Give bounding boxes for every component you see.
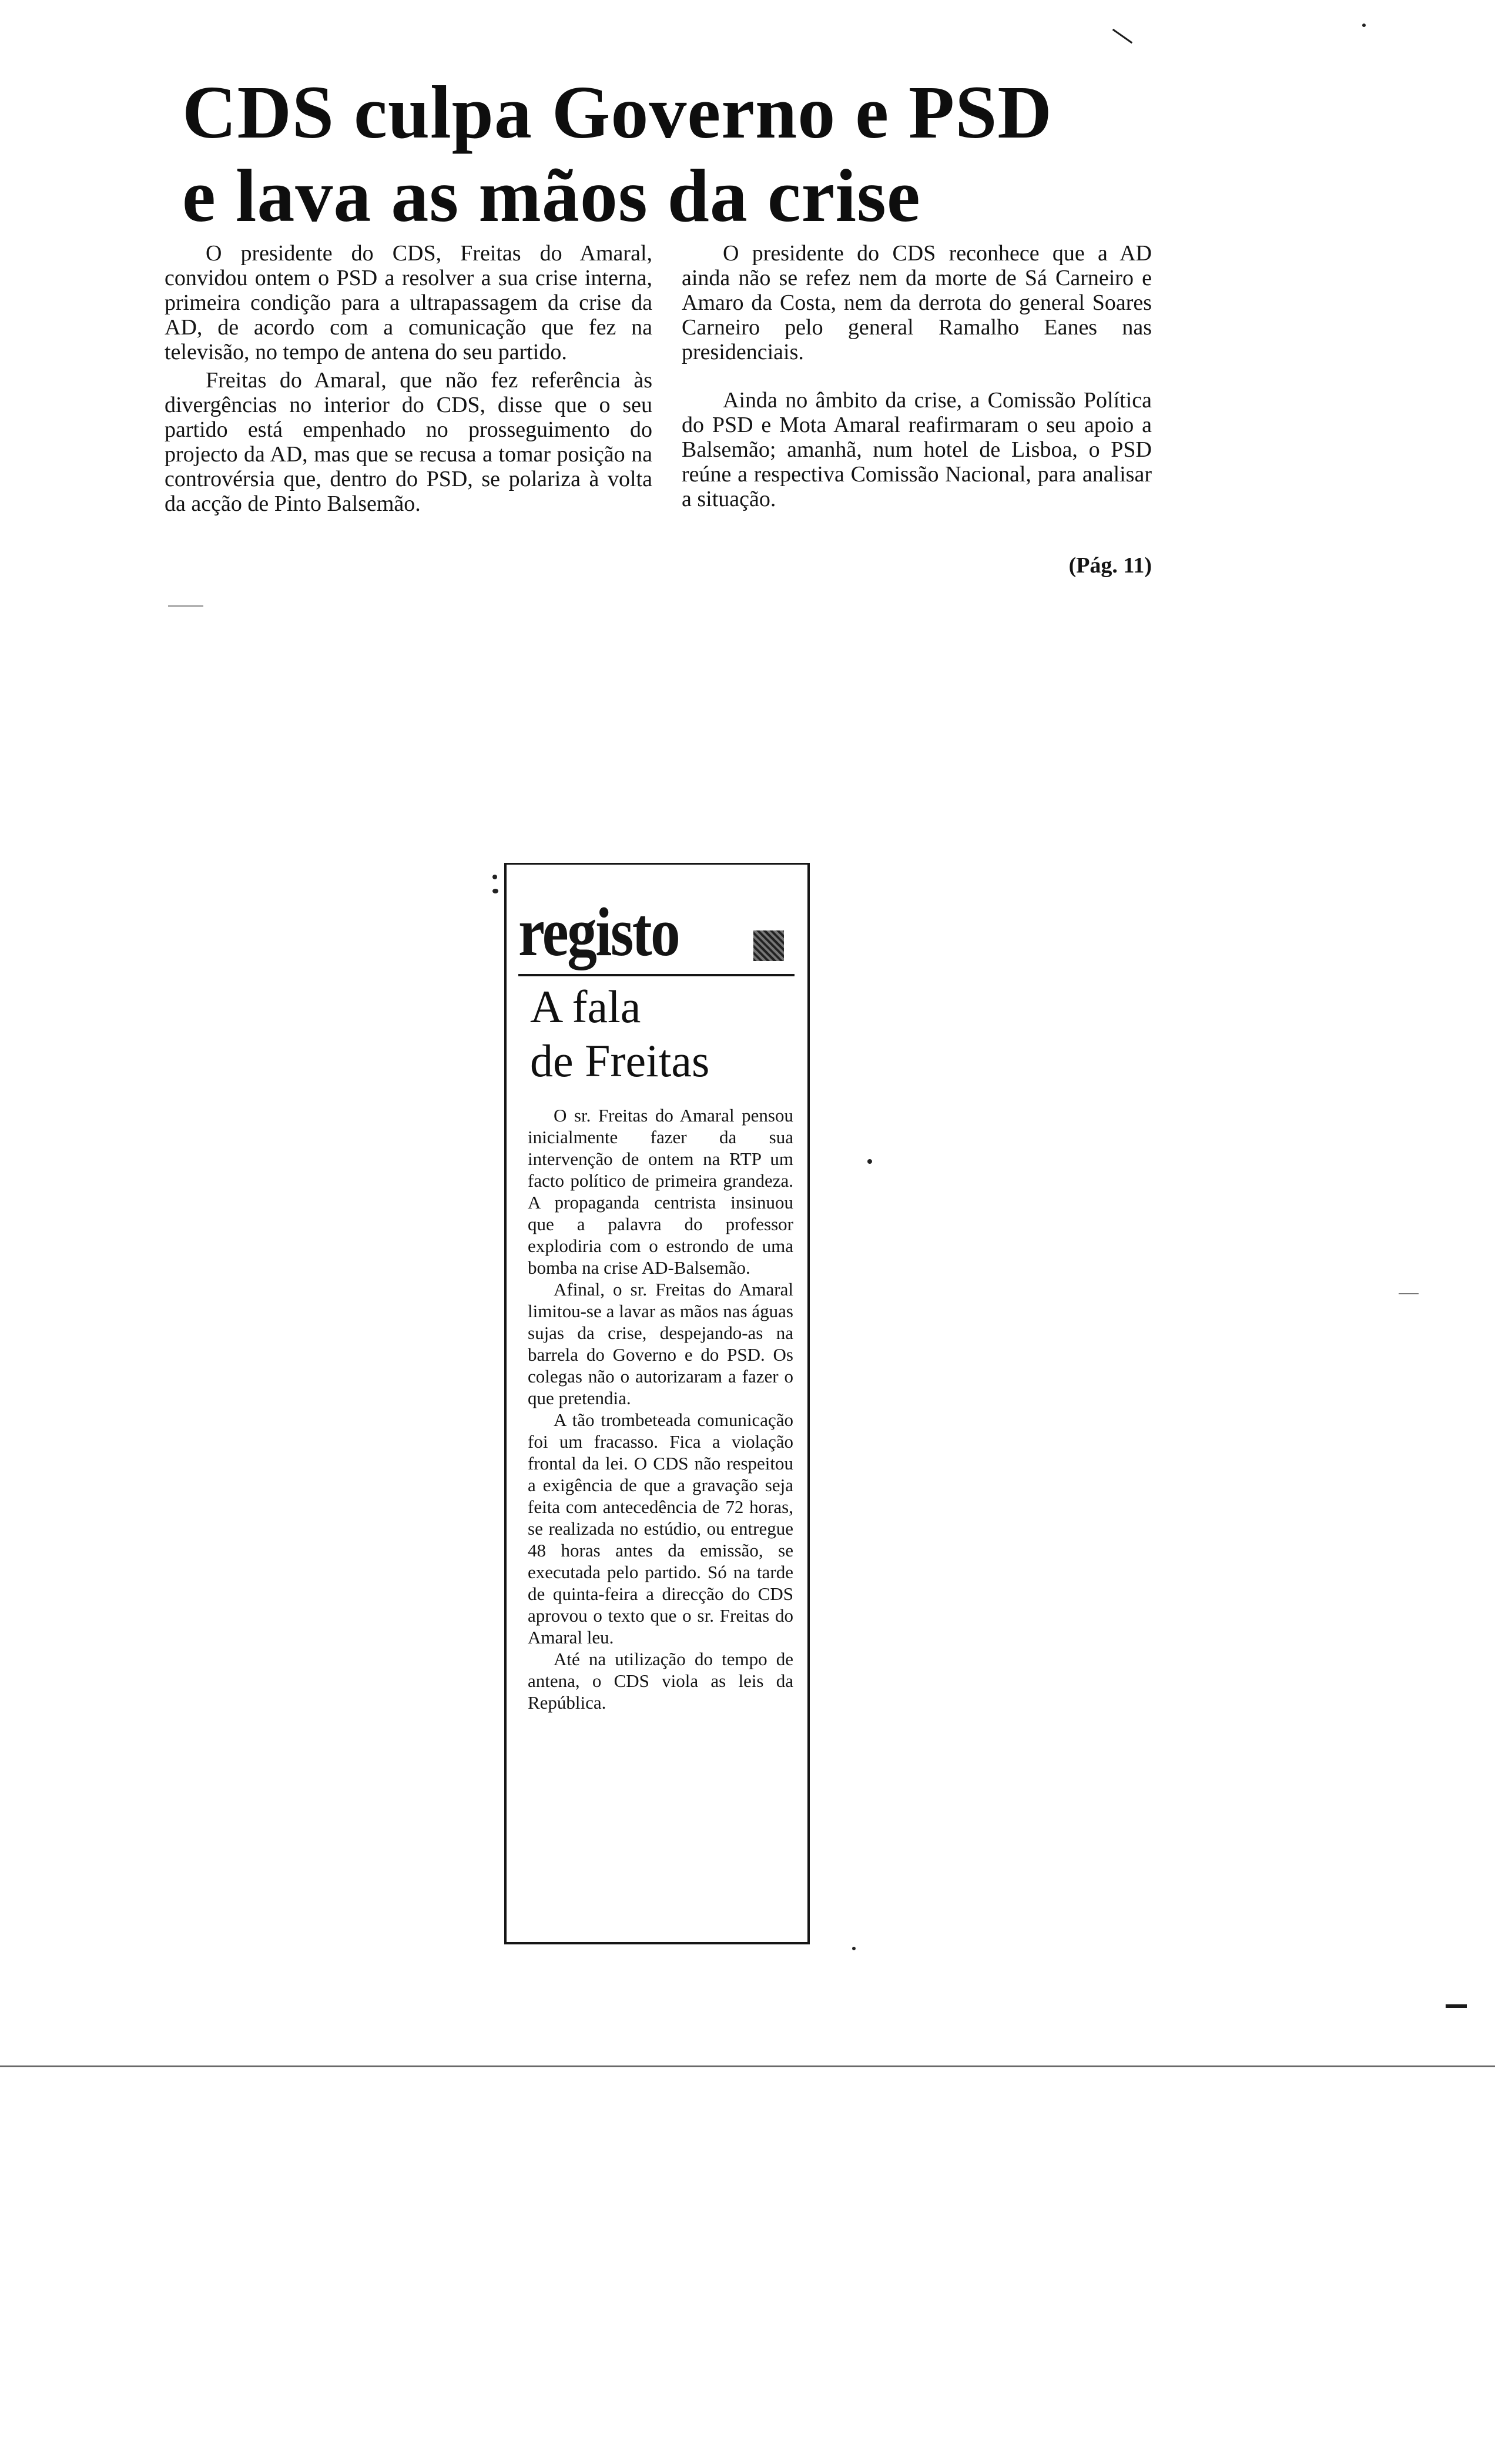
- scan-speck: [168, 605, 203, 607]
- article-paragraph: Freitas do Amaral, que não fez referência às divergências no interior do CDS, disse que o seu partido está empenhado no prosseguimento do projecto da AD, mas que se recusa a tomar posição na controvérsia que, dentro do PSD, se polariza à volta da acção de Pinto Balsemão.: [165, 368, 652, 516]
- registo-masthead: [518, 893, 795, 970]
- registo-section-title: registo: [518, 893, 679, 970]
- registo-column: [504, 863, 810, 1944]
- news-article: [165, 71, 1164, 611]
- scan-speck: [852, 1947, 856, 1950]
- article-paragraph: O presidente do CDS reconhece que a AD ainda não se refez nem da morte de Sá Carneiro e Amaro da Costa, nem da derrota do general Soares Carneiro pelo general Ramalho Eanes nas presidenciais.: [682, 241, 1152, 364]
- scan-fold-line: [0, 2065, 1495, 2067]
- registo-headline-line-1: A fala: [530, 981, 641, 1032]
- registo-paragraph: A tão trombeteada comunicação foi um fracasso. Fica a violação frontal da lei. O CDS não respeitou a exigência de que a gravação seja feita com antecedência de 72 horas, se realizada no estúdio, ou entregue 48 horas antes da emissão, se executada pelo partido. Só na tarde de quinta-feira a direcção do CDS aprovou o texto que o sr. Freitas do Amaral leu.: [528, 1410, 793, 1648]
- registo-paragraph: Afinal, o sr. Freitas do Amaral limitou-se a lavar as mãos nas águas sujas da crise, despejando-as na barrela do Governo e do PSD. Os colegas não o autorizaram a fazer o que pretendia.: [528, 1279, 793, 1408]
- headline-line-2: e lava as mãos da crise: [182, 154, 921, 237]
- scan-edge-mark: [1446, 2004, 1467, 2008]
- registo-headline-line-2: de Freitas: [530, 1035, 710, 1086]
- registo-logo-mark: [753, 930, 784, 961]
- article-paragraph: Ainda no âmbito da crise, a Comissão Política do PSD e Mota Amaral reafirmaram o seu apoio a Balsemão; amanhã, num hotel de Lisboa, o PSD reúne a respectiva Comissão Nacional, para analisar a situação.: [682, 388, 1152, 511]
- article-column-right: [682, 241, 1152, 511]
- scan-speck: [867, 1159, 872, 1164]
- page-reference: (Pág. 11): [1068, 553, 1152, 578]
- registo-paragraph: Até na utilização do tempo de antena, o CDS viola as leis da República.: [528, 1649, 793, 1713]
- scan-speck: [1112, 29, 1132, 43]
- registo-divider: [518, 974, 795, 976]
- scan-speck: [492, 875, 497, 879]
- scan-speck: [492, 889, 498, 893]
- registo-body: [528, 1104, 793, 1713]
- registo-headline: [530, 980, 709, 1088]
- scan-speck: [1362, 24, 1366, 27]
- article-headline: [182, 71, 1052, 237]
- scan-speck: [1399, 1293, 1419, 1294]
- registo-paragraph: O sr. Freitas do Amaral pensou inicialmente fazer da sua intervenção de ontem na RTP um facto político de primeira grandeza. A propaganda centrista insinuou que a palavra do professor explodiria com o estrondo de uma bomba na crise AD-Balsemão.: [528, 1105, 793, 1278]
- article-column-left: [165, 241, 652, 516]
- article-paragraph: O presidente do CDS, Freitas do Amaral, convidou ontem o PSD a resolver a sua crise interna, primeira condição para a ultrapassagem da crise da AD, de acordo com a comunicação que fez na televisão, no tempo de antena do seu partido.: [165, 241, 652, 364]
- headline-line-1: CDS culpa Governo e PSD: [182, 71, 1052, 154]
